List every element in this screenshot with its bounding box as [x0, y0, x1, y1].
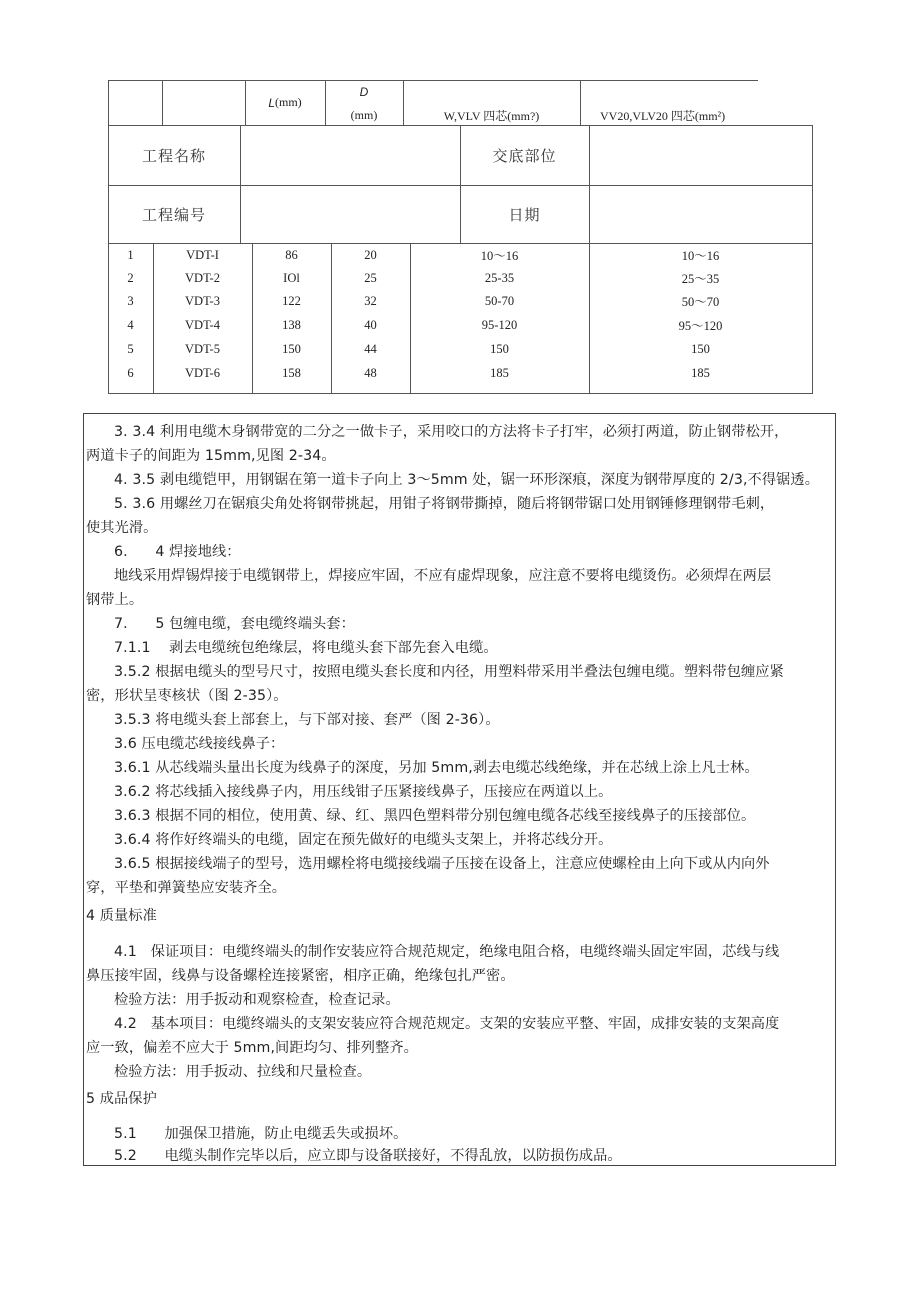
paragraph-line: 检验方法：用手扳动和观察检查，检查记录。	[114, 992, 400, 1008]
paragraph-line: 4.1 保证项目：电缆终端头的制作安装应符合规范规定，绝缘电阻合格，电缆终端头固定牢固，芯线与线	[114, 944, 780, 960]
row-no: 5	[127, 341, 134, 356]
row-no: 3	[127, 293, 134, 308]
paragraph-line: 7.1.1 剥去电缆统包绝缘层，将电缆头套下部先套入电缆。	[114, 640, 498, 656]
disclosure-part-label: 交底部位	[492, 146, 557, 165]
paragraph-line: 3.6.5 根据接线端子的型号，选用螺栓将电缆接线端子压接在设备上，注意应使螺栓由上向下或从内向外	[114, 856, 770, 872]
row-model: VDT-I	[186, 247, 219, 262]
project-name-label: 工程名称	[141, 146, 206, 165]
disclosure-part-value[interactable]	[589, 125, 812, 185]
row-L: 138	[282, 317, 301, 332]
header-L	[245, 80, 325, 125]
row-L: 150	[282, 341, 301, 356]
row-L: 158	[282, 365, 301, 380]
row-vv20: 10～16	[681, 249, 720, 263]
paragraph-line: 5. 3.6 用螺丝刀在锯痕尖角处将钢带挑起，用钳子将钢带撕掉，随后将钢带锯口处用钢锤修理钢带毛刺，	[114, 496, 775, 512]
paragraph-line: 3.6.4 将作好终端头的电缆，固定在预先做好的电缆头支架上，并将芯线分开。	[114, 832, 613, 848]
row-L: IOl	[283, 270, 300, 285]
header-D-unit: (mm)	[350, 107, 378, 122]
row-vlv: 10～16	[480, 249, 519, 263]
row-D: 48	[364, 365, 377, 380]
row-vlv: 25-35	[484, 270, 515, 285]
table-border	[108, 80, 758, 81]
section-heading-protection: 5 成品保护	[86, 1091, 157, 1107]
row-D: 44	[364, 341, 377, 356]
project-number-value[interactable]	[240, 185, 460, 243]
row-vv20: 25～35	[681, 272, 720, 286]
row-L: 122	[282, 293, 301, 308]
paragraph-line: 5.1 加强保卫措施，防止电缆丢失或损坏。	[114, 1126, 408, 1142]
paragraph-line: 3.5.2 根据电缆头的型号尺寸，按照电缆头套长度和内径，用塑料带采用半叠法包缠电缆。塑料带包缠应紧	[114, 664, 784, 680]
paragraph-line: 3.6.1 从芯线端头量出长度为线鼻子的深度，另加 5mm,剥去电缆芯线绝缘，并在芯绒上涂上凡士林。	[114, 760, 759, 776]
table-divider	[108, 243, 812, 244]
paragraph-line: 使其光滑。	[86, 520, 158, 536]
section-heading: 6. 4 焊接地线：	[114, 544, 241, 560]
row-vv20: 50～70	[681, 295, 720, 309]
section-heading: 7. 5 包缠电缆，套电缆终端头套：	[114, 616, 355, 632]
paragraph-line: 密，形状呈枣核状（图 2-35）。	[86, 688, 288, 704]
table-border	[812, 125, 813, 393]
row-vv20: 95～120	[678, 319, 723, 333]
paragraph-line: 3.6.2 将芯线插入接线鼻子内，用压线钳子压紧接线鼻子，压接应在两道以上。	[114, 784, 613, 800]
paragraph-line: 两道卡子的间距为 15mm,见图 2-34。	[86, 448, 336, 464]
row-no: 1	[127, 247, 134, 262]
paragraph-line: 检验方法：用手扳动、拉线和尺量检查。	[114, 1064, 372, 1080]
row-L: 86	[285, 247, 298, 262]
paragraph-line: 穿，平垫和弹簧垫应安装齐全。	[86, 880, 287, 896]
row-no: 2	[127, 270, 134, 285]
header-L-unit: (mm)	[275, 95, 302, 109]
header-vlv: W,VLV 四芯(mm?)	[443, 108, 540, 123]
paragraph-line: 3. 3.4 利用电缆木身钢带宽的二分之一做卡子，采用咬口的方法将卡子打牢，必须打两道，防止钢带松开，	[114, 424, 789, 440]
row-vlv: 150	[490, 341, 509, 356]
paragraph-line: 应一致，偏差不应大于 5mm,间距均匀、排列整齐。	[86, 1040, 418, 1056]
row-vv20: 185	[691, 365, 710, 380]
project-number-label: 工程编号	[141, 205, 206, 224]
paragraph-line: 4.2 基本项目：电缆终端头的支架安装应符合规范规定。支架的安装应平整、牢固，成排安装的支架高度	[114, 1016, 780, 1032]
paragraph-line: 4. 3.5 剥电缆铠甲，用钢锯在第一道卡子向上 3～5mm 处，锯一环形深痕，深度为钢带厚度的 2/3,不得锯透。	[114, 472, 819, 488]
row-vlv: 185	[490, 365, 509, 380]
row-model: VDT-4	[185, 317, 220, 332]
table-divider	[162, 80, 163, 125]
header-vv20: VV20,VLV20 四芯(mm²)	[600, 108, 726, 123]
paragraph-line: 5.2 电缆头制作完毕以后，应立即与设备联接好，不得乱放，以防损伤成品。	[114, 1148, 622, 1164]
row-no: 4	[127, 317, 134, 332]
row-D: 25	[364, 270, 377, 285]
paragraph-line: 钢带上。	[86, 592, 144, 608]
paragraph-line: 地线采用焊锡焊接于电缆钢带上，焊接应牢固，不应有虚焊现象，应注意不要将电缆烫伤。必须焊在两层	[114, 568, 772, 584]
paragraph-line: 3.6.3 根据不同的相位，使用黄、绿、红、黑四色塑料带分别包缠电缆各芯线至接线鼻子的压接部位。	[114, 808, 756, 824]
row-vlv: 95-120	[481, 317, 518, 332]
paragraph-line: 3.5.3 将电缆头套上部套上，与下部对接、套严（图 2-36）。	[114, 712, 500, 728]
section-heading: 3.6 压电缆芯线接线鼻子：	[114, 736, 285, 752]
procedure-text-box	[83, 413, 836, 1166]
row-D: 20	[364, 247, 377, 262]
section-heading-quality: 4 质量标准	[86, 908, 157, 924]
header-D-symbol: D	[359, 85, 369, 99]
row-D: 40	[364, 317, 377, 332]
paragraph-line: 鼻压接牢固，线鼻与设备螺栓连接紧密，相序正确，绝缘包扎严密。	[86, 968, 515, 984]
row-vlv: 50-70	[484, 293, 515, 308]
project-name-value[interactable]	[240, 125, 460, 185]
header-L-symbol: L	[268, 95, 275, 110]
date-label: 日期	[508, 205, 541, 224]
date-value[interactable]	[589, 185, 812, 243]
header-D	[325, 82, 403, 102]
table-border	[108, 393, 813, 394]
row-no: 6	[127, 365, 134, 380]
row-model: VDT-5	[185, 341, 220, 356]
row-vv20: 150	[691, 341, 710, 356]
row-model: VDT-6	[185, 365, 220, 380]
row-model: VDT-3	[185, 293, 220, 308]
row-D: 32	[364, 293, 377, 308]
row-model: VDT-2	[185, 270, 220, 285]
